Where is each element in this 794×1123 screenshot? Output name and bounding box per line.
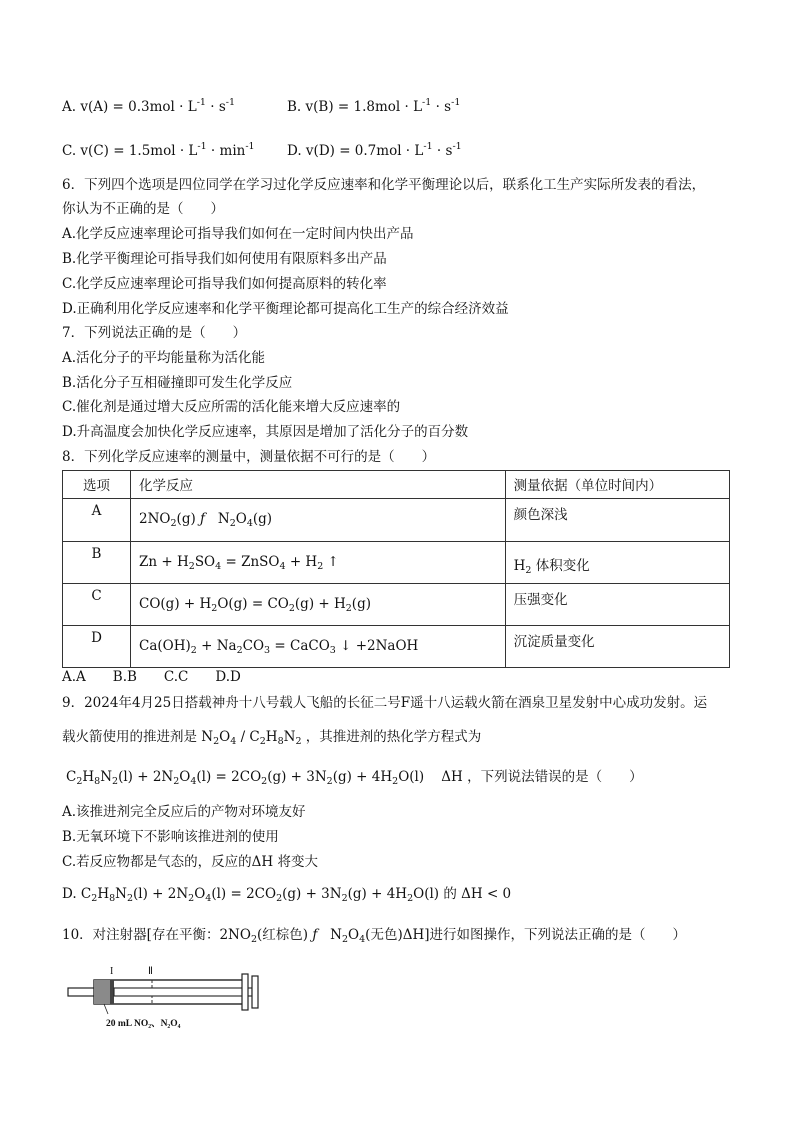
barrel-flange xyxy=(242,974,248,1010)
q6-stem-line2: 你认为不正确的是（ ） xyxy=(62,201,224,217)
q5-option-b: B. $v(B) = 1.8mol \cdot L^{-1} \cdot s^{-1}$ xyxy=(287,97,461,115)
gas-region xyxy=(94,980,110,1004)
q7-stem: 7．下列说法正确的是（ ） xyxy=(62,325,247,341)
table-row xyxy=(63,499,730,542)
plunger-thumb xyxy=(252,976,258,1008)
q7-option-b: B.活化分子互相碰撞即可发生化学反应 xyxy=(62,375,293,391)
label-ii: Ⅱ xyxy=(148,966,153,977)
header-option: 选项 xyxy=(63,471,131,499)
q7-option-c: C.催化剂是通过增大反应所需的活化能来增大反应速率的 xyxy=(62,399,401,415)
row-label-b: B xyxy=(91,546,102,562)
q6-option-a: A.化学反应速率理论可指导我们如何在一定时间内快出产品 xyxy=(62,226,414,242)
q7-option-a: A.活化分子的平均能量称为活化能 xyxy=(62,350,266,366)
table-row xyxy=(63,542,730,584)
table-row xyxy=(63,584,730,626)
q9-option-b: B.无氧环境下不影响该推进剂的使用 xyxy=(62,829,279,845)
q8-table-header xyxy=(63,471,730,499)
q9-option-d: D. $C_2H_8N_2(l) + 2N_2O_4(l) = 2CO_2(g) + 3N_2(g) + 4H_2O(l)$ 的 ΔH < 0 xyxy=(62,886,512,904)
q10-stem: 10．对注射器[存在平衡：$2NO_2$(红棕色) ƒ $N_2O_4$(无色)ΔH]进行如图操作，下列说法正确的是（ ） xyxy=(62,927,687,945)
header-reaction: 化学反应 xyxy=(131,471,506,499)
label-i: I xyxy=(110,966,114,977)
caption-pointer xyxy=(104,1004,108,1014)
header-basis: 测量依据（单位时间内） xyxy=(505,471,729,499)
basis-c: 压强变化 xyxy=(513,592,568,608)
q9-equation: $C_2H_8N_2(l) + 2N_2O_4(l) = 2CO_2(g) + 3N_2(g) + 4H_2O(l)$ ΔH ，下列说法错误的是（ ） xyxy=(66,769,643,787)
reaction-a: $2NO_2(g)$ ƒ $N_2O_4(g)$ xyxy=(139,511,273,529)
q9-option-a: A.该推进剂完全反应后的产物对环境友好 xyxy=(62,804,306,820)
syringe-figure xyxy=(66,962,266,1034)
reaction-d: $Ca(OH)_2 + Na_2CO_3$ = CaCO$_3$ ↓ +2NaOH xyxy=(139,638,419,656)
q8-table xyxy=(62,470,730,668)
q6-stem-line1: 6．下列四个选项是四位同学在学习过化学反应速率和化学平衡理论以后，联系化工生产实际所发表的看法， xyxy=(62,177,706,193)
q9-option-c: C.若反应物都是气态的，反应的ΔH 将变大 xyxy=(62,854,318,870)
basis-a: 颜色深浅 xyxy=(513,507,568,523)
figure-caption: 20 mL NO₂、N₂O₄ xyxy=(106,1019,181,1029)
q9-stem-line1: 9．2024年4月25日搭载神舟十八号载人飞船的长征二号F遥十八运载火箭在酒泉卫星发射中心成功发射。运 xyxy=(62,695,708,711)
row-label-a: A xyxy=(91,503,102,519)
row-label-d: D xyxy=(91,630,102,646)
q8-stem: 8．下列化学反应速率的测量中，测量依据不可行的是（ ） xyxy=(62,449,436,465)
q5-option-d: D. $v(D) = 0.7mol \cdot L^{-1} \cdot s^{-1}$ xyxy=(287,141,462,159)
q6-option-c: C.化学反应速率理论可指导我们如何提高原料的转化率 xyxy=(62,276,387,292)
q7-option-d: D.升高温度会加快化学反应速率，其原因是增加了活化分子的百分数 xyxy=(62,424,469,440)
plunger-rod xyxy=(114,988,252,996)
basis-b: $H_2$ 体积变化 xyxy=(513,558,590,576)
syringe-nozzle xyxy=(68,988,96,996)
q9-stem-line2: 载火箭使用的推进剂是 $N_2O_4 / C_2H_8N_2$ ，其推进剂的热化学方程式为 xyxy=(62,729,482,747)
plunger-head xyxy=(110,980,114,1004)
q5-option-c: C. $v(C) = 1.5mol \cdot L^{-1} \cdot \min^{-1}$ xyxy=(62,141,255,159)
table-row xyxy=(63,626,730,668)
q6-option-d: D.正确利用化学反应速率和化学平衡理论都可提高化工生产的综合经济效益 xyxy=(62,301,509,317)
basis-d: 沉淀质量变化 xyxy=(513,634,595,650)
q8-answers: A.A B.B C.C D.D xyxy=(62,669,241,685)
row-label-c: C xyxy=(91,588,102,604)
reaction-c: $CO(g) + H_2O(g) = CO_2(g) + H_2(g)$ xyxy=(139,596,371,614)
reaction-b: $Zn + H_2SO_4$ = ZnSO$_4$ + $H_2$ ↑ xyxy=(139,554,339,572)
q5-option-a: A. $v(A) = 0.3mol \cdot L^{-1} \cdot s^{-1}$ xyxy=(62,97,236,115)
q6-option-b: B.化学平衡理论可指导我们如何使用有限原料多出产品 xyxy=(62,251,387,267)
